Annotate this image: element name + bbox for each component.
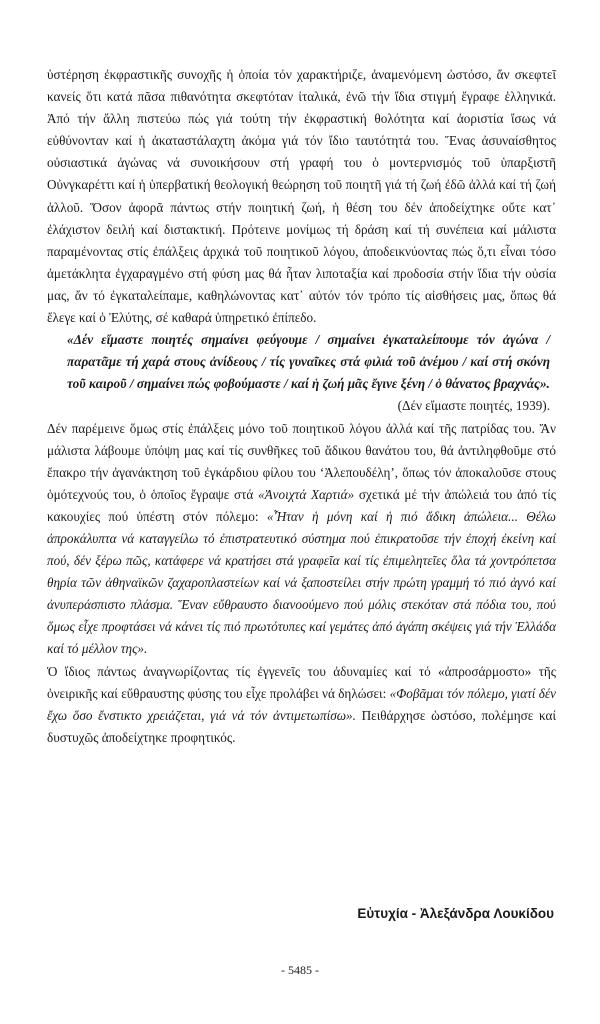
poem-quote [47,329,556,414]
paragraph-3-outro: Πειθάρχησε ὡστόσο, πολέμησε καί δυστυχῶς ἀποδείχτηκε προφητικός. [47,707,556,745]
paragraph-3-quote: «Φοβᾶμαι τόν πόλεμο, γιατί δέν ἔχω ὅσο ἔνστικτο χρειάζεται, γιά νά τόν ἀντιμετωπίσω». [47,685,556,723]
body-text [47,64,556,749]
paragraph-1: ὑστέρηση ἐκφραστικῆς συνοχῆς ἡ ὁποία τόν χαρακτήριζε, ἀναμενόμενη ὡστόσο, ἄν σκεφτεῖ κανείς ὅτι κατά πᾶσα πιθανότητα σκεφτόταν ἰταλικά, ἐνῶ τήν ἴδια στιγμή ἔγραφε ἑλληνικά. Ἀπό τήν ἄλλη πιστεύω πώς γιά τούτη τήν ἐκφραστική θολότητα καί ἀοριστία ἴσως νά εὐθύνονταν καί ἡ ἀκαταστάλαχτη ἀκόμα γιά τόν ἴδιο ταυτότητά του. Ἕνας ἀσυναίσθητος οὐσιαστικά ἀγώνας νά συνοικήσουν στή γραφή του ὁ μοντερνισμός τοῦ ὑπαρξιστῆ Οὐνγκαρέττι καί ἡ ὑπερβατική θεολογική θεώρηση τοῦ ποιητῆ γιά τή ζωή ἐδῶ ἀλλά καί τή ζωή ἀλλοῦ. Ὅσον ἀφορᾶ πάντως στήν ποιητική ζωή, ἡ θέση του δέν ἀποδείχτηκε οὔτε κατ᾽ ἐλάχιστον δειλή καί διστακτική. Πρότεινε μονίμως τή δράση καί τή συνέπεια καί μάλιστα παραμένοντας στίς ἐπάλξεις ἀρχικά τοῦ ποιητικοῦ λόγου, ἀποδεικνύοντας πώς ὅ,τι εἶναι τόσο ἀμετάκλητα ἐγχαραγμένο στή φύση μας θά ἦταν λιποταξία καί προδοσία στήν ἴδια τήν οὐσία μας, ἄν τό ἐγκαταλείπαμε, καθηλώνοντας κατ᾽ αὐτόν τόν τρόπο τίς αἰσθήσεις μας, ὅπως θά ἔλεγε καί ὁ Ἐλύτης, σέ καθαρά ὑπηρετικό ἐπίπεδο. [47,67,556,326]
poem-quote-source: (Δέν εἴμαστε ποιητές, 1939). [397,398,550,414]
paragraph-3-intro: Ὁ ἴδιος πάντως ἀναγνωρίζοντας τίς ἐγγενεῖς του ἀδυναμίες καί τό «ἀπροσάρμοστο» τῆς ὀνειρικῆς καί εὔθραυστης φύσης του εἶχε προλάβει νά δηλώσει: [47,663,556,701]
poem-quote-text: «Δέν εἴμαστε ποιητές σημαίνει φεύγουμε / σημαίνει ἐγκαταλείπουμε τόν ἀγώνα / παρατᾶμε τή χαρά στους ἀνίδεους / τίς γυναῖκες στά φιλιά τοῦ ἀνέμου / καί στή σκόνη τοῦ καιροῦ / σημαίνει πώς φοβούμαστε / καί ἡ ζωή μᾶς ἔγινε ξένη / ὁ θάνατος βραχνάς». [67,332,550,392]
paragraph-2 [47,418,556,661]
paragraph-2-mid: σχετικά μέ τήν ἀπώλειά του ἀπό τίς κακουχίες πού ὑπέστη στόν πόλεμο: [47,486,556,524]
page-number: - 5485 - [281,963,319,977]
paragraph-2-intro: Δέν παρέμεινε ὅμως στίς ἐπάλξεις μόνο τοῦ ποιητικοῦ λόγου ἀλλά καί τῆς πατρίδας του. Ἄν μάλιστα λάβουμε ὑπόψη μας καί τίς συνθῆκες τοῦ ἄδικου θανάτου του, θά ἀντιληφθοῦμε στό ἔπακρο τήν ἀγανάκτηση τοῦ ἐγκάρδιου φίλου του ‘Ἀλεπουδέλη’, ὅπως τόν ἀποκαλοῦσε στους ὁμότεχνούς του, ὁ ὁποῖος ἔγραψε στά [47,420,556,502]
paragraph-2-quote: «Ἦταν ἡ μόνη καί ἡ πιό ἄδικη ἀπώλεια... Θέλω ἀπροκάλυπτα νά καταγγείλω τό ἐπιστρατευτικό σύστημα πού ἐπικρατοῦσε τήν ἐποχή ἐκείνη καί πού, δέν ξέρω πῶς, κατάφερε νά κρατήσει στά γραφεῖα καί τίς ἐπιμελητεῖες ὅλα τά χοντρόπετσα θηρία τῶν ἀθηναϊκῶν ζαχαροπλαστείων καί νά ξαποστείλει στήν πρώτη γραμμή τό πιό ἁγνό καί ἀνυπεράσπιστο πλάσμα. Ἕναν εὔθραυστο διανοούμενο πού μόλις στεκόταν στά πόδια του, πού ὅμως εἶχε προφτάσει νά κάνει τίς πιό πρωτότυπες καί γεμάτες ἀπό ἀγάπη σκέψεις γιά τήν Ἑλλάδα καί τό μέλλον της». [47,508,556,657]
paragraph-2-publication-title: «Ἀνοιχτά Χαρτιά» [258,486,355,502]
author-signature: Εὐτυχία - Ἀλεξάνδρα Λουκίδου [357,906,554,921]
paragraph-3 [47,661,556,749]
